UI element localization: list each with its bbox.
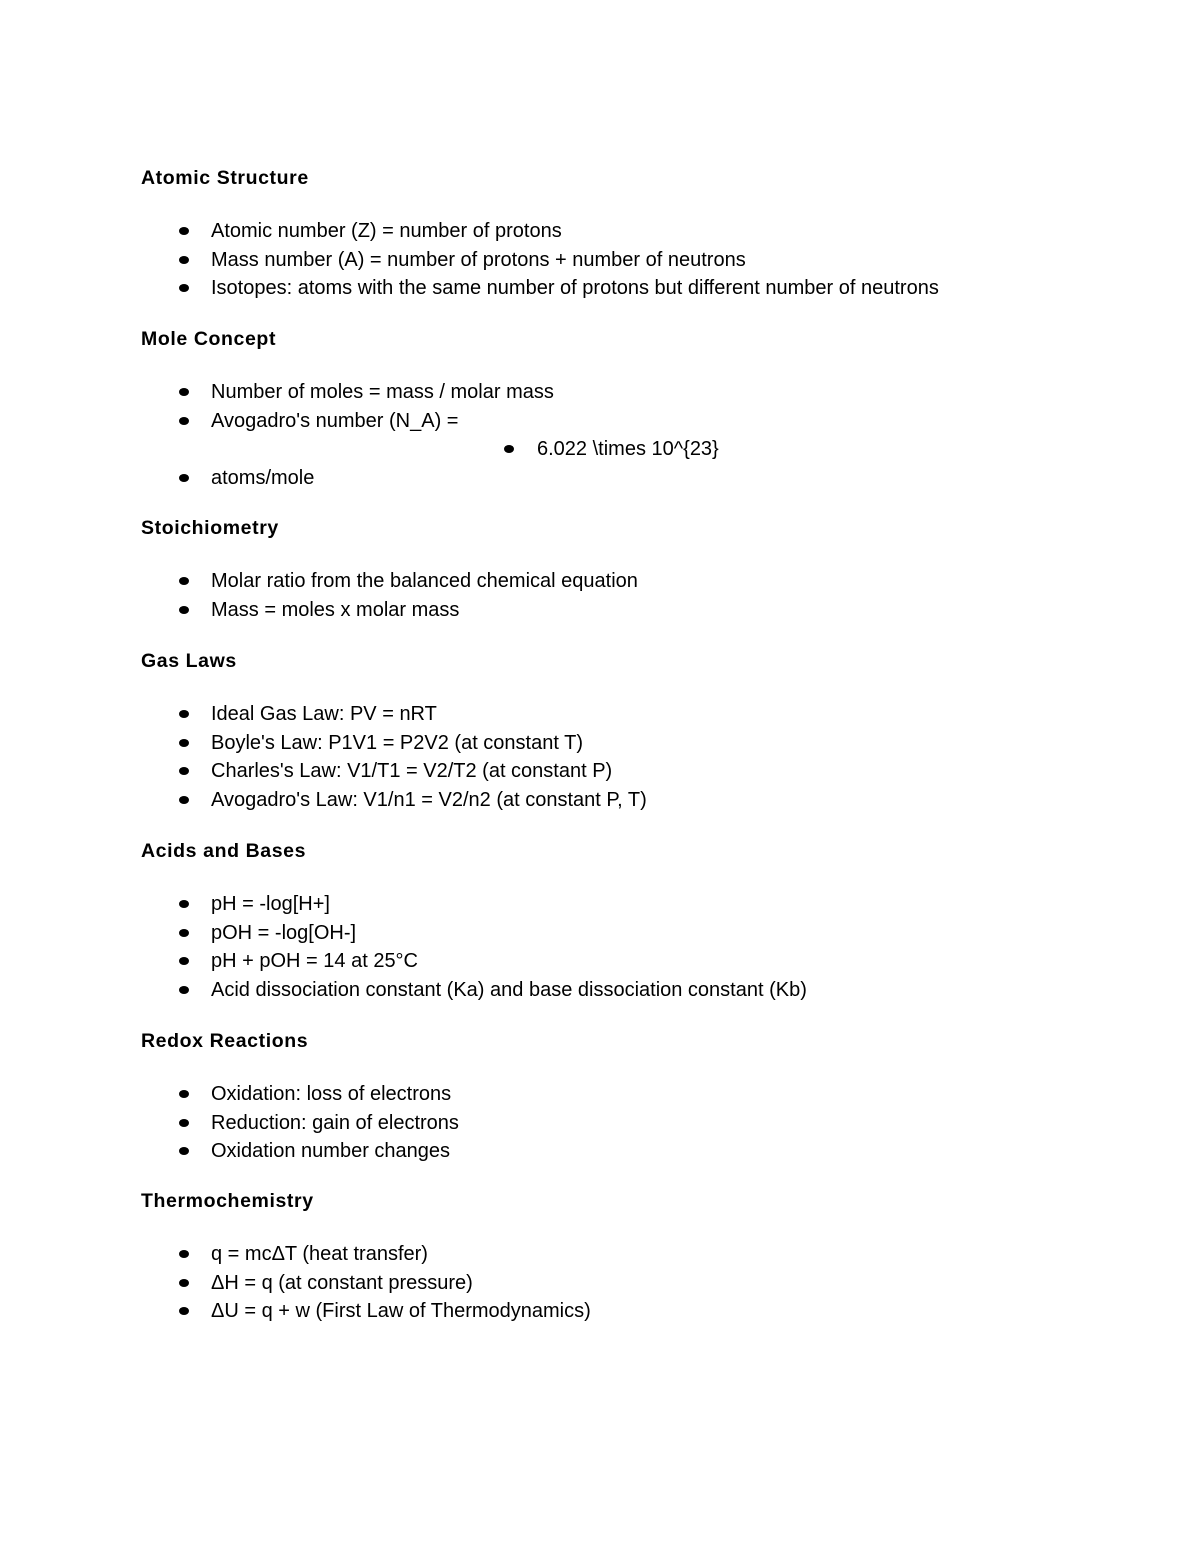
bullet-list: [141, 1240, 1141, 1326]
bullet-icon: [179, 1250, 189, 1258]
bullet-list: [141, 890, 1141, 1005]
list-item-text: Atomic number (Z) = number of protons: [211, 220, 562, 242]
list-item: [141, 1080, 1141, 1109]
bullet-icon: [179, 900, 189, 908]
bullet-icon: [179, 1090, 189, 1098]
bullet-list: [141, 700, 1141, 815]
bullet-icon: [179, 986, 189, 994]
section-thermochemistry: [141, 1189, 1141, 1326]
list-item: [141, 217, 1141, 246]
list-item-text: pOH = -log[OH-]: [211, 921, 357, 944]
bullet-icon: [179, 796, 189, 804]
list-item: [141, 1137, 1141, 1166]
bullet-icon: [179, 1279, 189, 1287]
section-heading: Stoichiometry: [141, 517, 279, 539]
section-heading: Redox Reactions: [141, 1030, 309, 1052]
bullet-list: [141, 378, 1141, 493]
list-item-text: ΔU = q + w (First Law of Thermodynamics): [211, 1300, 591, 1323]
section-redox-reactions: [141, 1029, 1141, 1166]
list-item-text: pH + pOH = 14 at 25°C: [211, 950, 419, 973]
list-item-text: Oxidation: loss of electrons: [211, 1083, 452, 1105]
list-item: [141, 1109, 1141, 1138]
list-item-text: Mass = moles x molar mass: [211, 598, 460, 621]
section-heading: Atomic Structure: [141, 167, 309, 189]
bullet-icon: [179, 606, 189, 614]
list-item: [141, 1297, 1141, 1326]
list-item: [141, 596, 1141, 625]
list-item: [141, 567, 1141, 596]
section-heading: Gas Laws: [141, 650, 237, 672]
list-item-text: Oxidation number changes: [211, 1140, 451, 1163]
bullet-icon: [179, 1307, 189, 1315]
section-gas-laws: [141, 649, 1141, 815]
list-item: [141, 464, 1141, 493]
section-heading: Thermochemistry: [141, 1190, 314, 1212]
list-item-text: ΔH = q (at constant pressure): [211, 1271, 473, 1294]
list-item-text: Avogadro's Law: V1/n1 = V2/n2 (at constant P, T): [211, 789, 647, 812]
bullet-icon: [179, 284, 189, 292]
list-item-text: pH = -log[H+]: [211, 893, 330, 915]
list-item: [141, 407, 1141, 436]
list-item: [141, 378, 1141, 407]
list-item-text: Acid dissociation constant (Ka) and base dissociation constant (Kb): [211, 979, 807, 1002]
list-item: [141, 274, 1141, 303]
bullet-icon: [179, 388, 189, 396]
bullet-icon: [179, 929, 189, 937]
section-mole-concept: [141, 327, 1141, 493]
list-item: [141, 700, 1141, 729]
bullet-icon: [179, 577, 189, 585]
bullet-icon: [179, 256, 189, 264]
bullet-icon: [179, 739, 189, 747]
bullet-list: [141, 217, 1141, 303]
list-item: [141, 947, 1141, 976]
section-atomic-structure: [141, 166, 1141, 303]
bullet-icon: [179, 474, 189, 482]
list-item: [141, 757, 1141, 786]
list-item: [141, 786, 1141, 815]
bullet-icon: [179, 957, 189, 965]
list-item: [141, 919, 1141, 948]
bullet-list: [141, 567, 1141, 624]
section-heading: Acids and Bases: [141, 840, 307, 862]
bullet-icon: [504, 445, 514, 453]
bullet-list: [141, 1080, 1141, 1166]
bullet-icon: [179, 710, 189, 718]
bullet-icon: [179, 767, 189, 775]
section-stoichiometry: [141, 516, 1141, 624]
list-item-text: Isotopes: atoms with the same number of protons but different number of neutrons: [211, 277, 939, 300]
list-item: [141, 1269, 1141, 1298]
list-item-text: Molar ratio from the balanced chemical equation: [211, 570, 638, 592]
list-item-text: Boyle's Law: P1V1 = P2V2 (at constant T): [211, 731, 583, 754]
bullet-icon: [179, 417, 189, 425]
list-item: [141, 1240, 1141, 1269]
list-item-text: Reduction: gain of electrons: [211, 1111, 459, 1134]
list-item-text: atoms/mole: [211, 467, 315, 490]
bullet-icon: [179, 227, 189, 235]
list-item-text: q = mcΔT (heat transfer): [211, 1243, 428, 1265]
section-acids-and-bases: [141, 839, 1141, 1005]
list-item: [141, 729, 1141, 758]
list-item-nested: [141, 435, 1141, 464]
list-item-text: Charles's Law: V1/T1 = V2/T2 (at constant P): [211, 760, 613, 783]
list-item: [141, 246, 1141, 275]
section-heading: Mole Concept: [141, 328, 277, 350]
list-item-text: Number of moles = mass / molar mass: [211, 381, 554, 403]
list-item-text: Avogadro's number (N_A) =: [211, 409, 459, 432]
list-item-text: Mass number (A) = number of protons + number of neutrons: [211, 248, 746, 271]
list-item: [141, 976, 1141, 1005]
bullet-icon: [179, 1147, 189, 1155]
list-item-text: 6.022 \times 10^{23}: [537, 438, 719, 461]
bullet-icon: [179, 1119, 189, 1127]
list-item: [141, 890, 1141, 919]
list-item-text: Ideal Gas Law: PV = nRT: [211, 703, 437, 725]
